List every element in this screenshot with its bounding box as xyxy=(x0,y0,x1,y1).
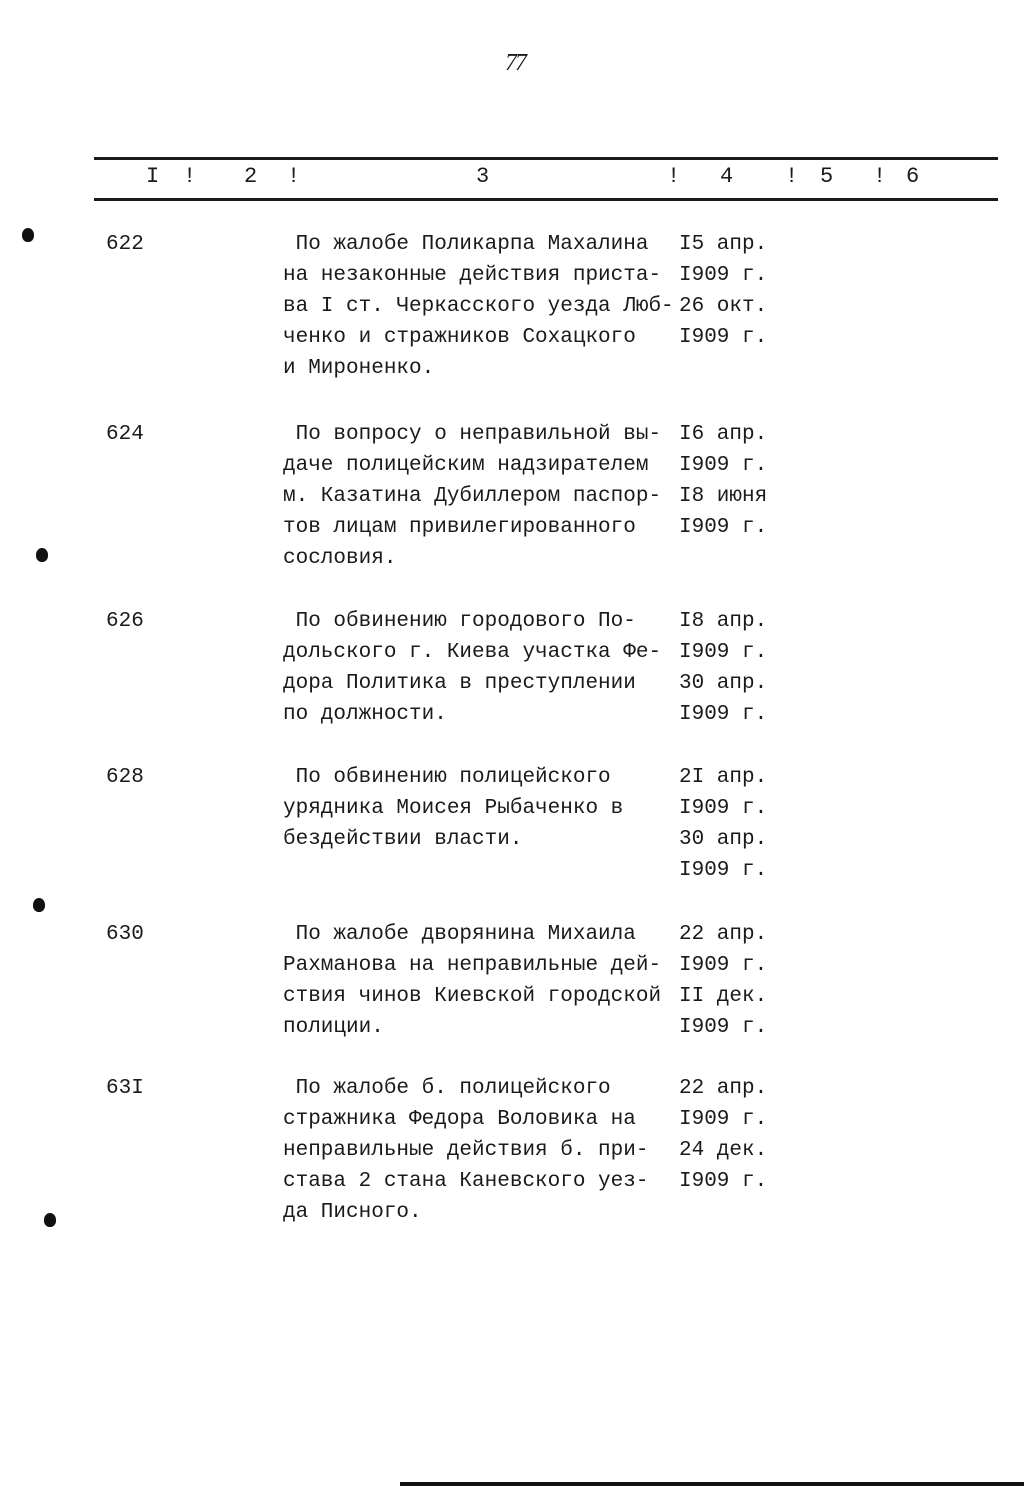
date-line: I909 г. xyxy=(679,1170,768,1193)
description-line: полиции. xyxy=(283,1016,384,1039)
entry-dates xyxy=(679,919,767,1043)
date-line: I909 г. xyxy=(679,326,768,349)
table-header xyxy=(0,164,1024,194)
entry-number-text: 622 xyxy=(106,233,144,256)
entry-number xyxy=(106,419,144,450)
entry-dates xyxy=(679,606,767,730)
header-bottom-rule xyxy=(94,198,998,201)
date-line: 2I апр. xyxy=(679,766,768,789)
column-header-5: 5 xyxy=(820,164,834,189)
entry-number xyxy=(106,762,144,793)
date-line: 30 апр. xyxy=(679,672,768,695)
date-line: 30 апр. xyxy=(679,828,768,851)
entry-number-text: 628 xyxy=(106,766,144,789)
description-line: По жалобе Поликарпа Махалина xyxy=(283,233,649,256)
entry-number xyxy=(106,1073,144,1104)
entry-description xyxy=(283,606,678,730)
date-line: II дек. xyxy=(679,985,768,1008)
date-line: I6 апр. xyxy=(679,423,768,446)
header-top-rule xyxy=(94,157,998,160)
entry-dates xyxy=(679,229,767,353)
description-line: дора Политика в преступлении xyxy=(283,672,636,695)
date-line: I8 апр. xyxy=(679,610,768,633)
date-line: I8 июня xyxy=(679,485,768,508)
description-line: ствия чинов Киевской городской xyxy=(283,985,662,1008)
entry-description xyxy=(283,919,678,1043)
entry-description xyxy=(283,1073,678,1228)
description-line: По жалобе дворянина Михаила xyxy=(283,923,636,946)
entry-number-text: 624 xyxy=(106,423,144,446)
description-line: неправильные действия б. при- xyxy=(283,1139,649,1162)
date-line: I909 г. xyxy=(679,797,768,820)
description-line: Рахманова на неправильные дей- xyxy=(283,954,662,977)
description-line: урядника Моисея Рыбаченко в xyxy=(283,797,624,820)
column-header-1: I xyxy=(146,164,160,189)
entry-number xyxy=(106,606,144,637)
date-line: I909 г. xyxy=(679,1108,768,1131)
description-line: на незаконные действия приста- xyxy=(283,264,662,287)
entry-description xyxy=(283,419,678,574)
date-line: I909 г. xyxy=(679,454,768,477)
entry-dates xyxy=(679,1073,767,1197)
entry-number-text: 626 xyxy=(106,610,144,633)
description-line: по должности. xyxy=(283,703,447,726)
entry-description xyxy=(283,762,678,855)
column-header-3: 3 xyxy=(476,164,490,189)
description-line: По обвинению полицейского xyxy=(283,766,611,789)
punch-hole-icon xyxy=(36,548,48,562)
description-line: сословия. xyxy=(283,547,397,570)
entry-number-text: 63I xyxy=(106,1077,144,1100)
description-line: да Писного. xyxy=(283,1201,422,1224)
entry-dates xyxy=(679,762,767,886)
description-line: стражника Федора Воловика на xyxy=(283,1108,636,1131)
punch-hole-icon xyxy=(44,1213,56,1227)
column-separator: ! xyxy=(873,164,887,189)
column-separator: ! xyxy=(183,164,197,189)
date-line: 22 апр. xyxy=(679,923,768,946)
date-line: 22 апр. xyxy=(679,1077,768,1100)
date-line: I909 г. xyxy=(679,516,768,539)
punch-hole-icon xyxy=(22,228,34,242)
entry-description xyxy=(283,229,678,384)
column-header-2: 2 xyxy=(244,164,258,189)
column-separator: ! xyxy=(667,164,681,189)
description-line: бездействии власти. xyxy=(283,828,523,851)
entry-dates xyxy=(679,419,767,543)
description-line: По вопросу о неправильной вы- xyxy=(283,423,662,446)
column-separator: ! xyxy=(785,164,799,189)
page-number: 77 xyxy=(505,50,525,76)
description-line: и Мироненко. xyxy=(283,357,435,380)
description-line: ва I ст. Черкасского уезда Люб- xyxy=(283,295,674,318)
date-line: I909 г. xyxy=(679,1016,768,1039)
entry-number xyxy=(106,919,144,950)
entry-number xyxy=(106,229,144,260)
description-line: даче полицейским надзирателем xyxy=(283,454,649,477)
description-line: По обвинению городового По- xyxy=(283,610,636,633)
date-line: 24 дек. xyxy=(679,1139,768,1162)
description-line: дольского г. Киева участка Фе- xyxy=(283,641,662,664)
column-header-4: 4 xyxy=(720,164,734,189)
column-separator: ! xyxy=(287,164,301,189)
date-line: I909 г. xyxy=(679,859,768,882)
description-line: м. Казатина Дубиллером паспор- xyxy=(283,485,662,508)
date-line: I5 апр. xyxy=(679,233,768,256)
page-edge-line xyxy=(400,1482,1024,1486)
description-line: става 2 стана Каневского уез- xyxy=(283,1170,649,1193)
description-line: тов лицам привилегированного xyxy=(283,516,636,539)
description-line: ченко и стражников Сохацкого xyxy=(283,326,636,349)
entry-number-text: 630 xyxy=(106,923,144,946)
description-line: По жалобе б. полицейского xyxy=(283,1077,611,1100)
punch-hole-icon xyxy=(33,898,45,912)
column-header-6: 6 xyxy=(906,164,920,189)
date-line: I909 г. xyxy=(679,954,768,977)
date-line: I909 г. xyxy=(679,703,768,726)
date-line: 26 окт. xyxy=(679,295,768,318)
date-line: I909 г. xyxy=(679,264,768,287)
date-line: I909 г. xyxy=(679,641,768,664)
